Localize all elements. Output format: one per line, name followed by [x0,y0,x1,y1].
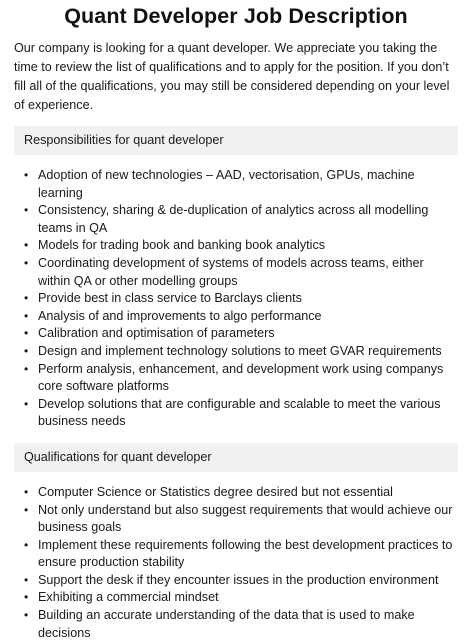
responsibilities-heading: Responsibilities for quant developer [24,133,224,147]
responsibilities-header [14,126,458,155]
bullet-icon: • [24,361,29,376]
list-item [14,589,458,607]
list-item-text: Perform analysis, enhancement, and development work using companys core software platforms [38,361,444,394]
bullet-icon: • [24,572,29,587]
list-item [14,502,458,537]
list-item-text: Design and implement technology solutions to meet GVAR requirements [38,343,442,358]
intro-paragraph: Our company is looking for a quant developer. We appreciate you taking the time to review the list of qualifications and to apply for the position. If you don’t fill all of the qualifications, you may still be considered depending on your level of experience. [14,41,450,112]
list-item [14,484,458,502]
bullet-icon: • [24,203,29,218]
bullet-icon: • [24,396,29,411]
list-item-text: Computer Science or Statistics degree desired but not essential [38,484,393,499]
bullet-icon: • [24,502,29,517]
list-item [14,308,458,326]
list-item-text: Calibration and optimisation of parameters [38,326,275,341]
bullet-icon: • [24,484,29,499]
list-item [14,537,458,572]
list-item [14,343,458,361]
bullet-icon: • [24,608,29,623]
list-item-text: Coordinating development of systems of models across teams, either within QA or other modelling groups [38,255,424,288]
bullet-icon: • [24,343,29,358]
list-item-text: Adoption of new technologies – AAD, vectorisation, GPUs, machine learning [38,168,415,200]
qualifications-list [14,484,458,642]
list-item [14,607,458,642]
responsibilities-list [14,167,458,431]
list-item-text: Exhibiting a commercial mindset [38,590,219,605]
list-item [14,167,458,202]
list-item-text: Implement these requirements following the best development practices to ensure production stability [38,537,453,570]
list-item [14,396,458,431]
list-item [14,361,458,396]
page-title: Quant Developer Job Description [64,4,408,28]
bullet-icon: • [24,238,29,253]
bullet-icon: • [24,308,29,323]
bullet-icon: • [24,168,29,182]
bullet-icon: • [24,326,29,341]
list-item [14,237,458,255]
list-item-text: Develop solutions that are configurable and scalable to meet the various business needs [38,396,441,429]
list-item [14,290,458,308]
bullet-icon: • [24,537,29,552]
list-item [14,325,458,343]
list-item [14,255,458,290]
qualifications-heading: Qualifications for quant developer [24,449,212,464]
list-item [14,202,458,237]
bullet-icon: • [24,255,29,270]
bullet-icon: • [24,291,29,306]
list-item [14,572,458,590]
list-item-text: Support the desk if they encounter issues in the production environment [38,572,439,587]
list-item-text: Not only understand but also suggest requirements that would achieve our business goals [38,502,453,535]
bullet-icon: • [24,590,29,605]
list-item-text: Building an accurate understanding of the data that is used to make decisions [38,608,415,640]
list-item-text: Provide best in class service to Barclays clients [38,291,302,306]
qualifications-header [14,443,458,472]
list-item-text: Models for trading book and banking book analytics [38,238,326,253]
list-item-text: Consistency, sharing & de-duplication of analytics across all modelling teams in QA [38,203,429,235]
list-item-text: Analysis of and improvements to algo performance [38,308,322,323]
